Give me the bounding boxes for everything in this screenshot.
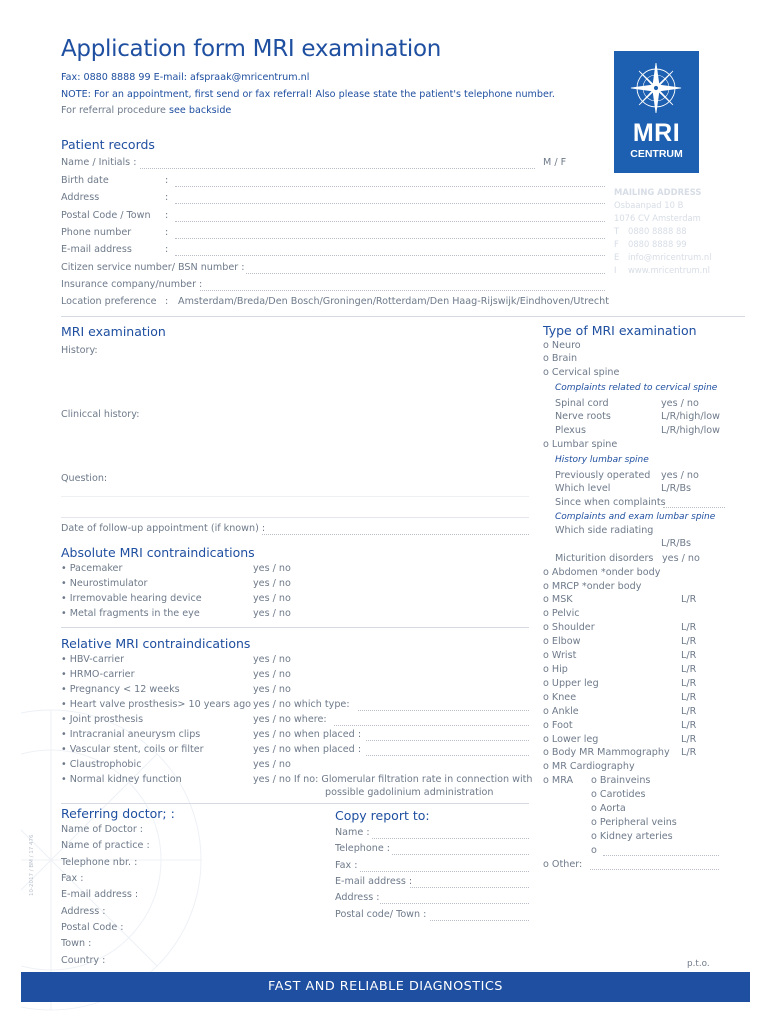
copy-name-field[interactable] bbox=[372, 838, 529, 839]
mailing-f-value: 0880 8888 99 bbox=[628, 239, 687, 249]
absolute-yes-no[interactable]: yes / no bbox=[253, 563, 291, 574]
copy-address-field[interactable] bbox=[380, 903, 529, 904]
option-mammography[interactable]: o Body MR Mammography bbox=[543, 747, 670, 758]
previously-operated-label: Previously operated bbox=[555, 470, 651, 481]
previously-operated-options[interactable]: yes / no bbox=[661, 470, 699, 481]
footer-tagline: FAST AND RELIABLE DIAGNOSTICS bbox=[268, 979, 503, 994]
option-upper-leg[interactable]: o Upper leg bbox=[543, 678, 599, 689]
option-cervical-spine[interactable]: o Cervical spine bbox=[543, 367, 620, 378]
address-field[interactable] bbox=[175, 203, 605, 204]
relative-yes-no[interactable]: yes / no which type: bbox=[253, 699, 350, 710]
mailing-email bbox=[614, 252, 712, 262]
option-mra[interactable]: o MRA bbox=[543, 775, 574, 786]
since-when-field[interactable] bbox=[663, 507, 725, 508]
relative-yes-no[interactable]: yes / no bbox=[253, 654, 291, 665]
question-label: Question: bbox=[61, 473, 108, 484]
kidney-line2: possible gadolinium administration bbox=[325, 787, 494, 798]
patient-name-label: Name / Initials : bbox=[61, 157, 137, 168]
relative-yes-no[interactable]: yes / no when placed : bbox=[253, 744, 362, 755]
mailing-street: Osbaanpad 10 B bbox=[614, 200, 684, 210]
mailing-website bbox=[614, 265, 710, 275]
patient-name-field[interactable] bbox=[140, 168, 535, 169]
relative-item-label: • Vascular stent, coils or filter bbox=[61, 744, 204, 755]
mailing-city: 1076 CV Amsterdam bbox=[614, 213, 701, 223]
which-side-options[interactable]: L/R/Bs bbox=[661, 538, 692, 549]
relative-yes-no[interactable]: yes / no where: bbox=[253, 714, 327, 725]
mailing-i-value: www.mricentrum.nl bbox=[628, 265, 710, 275]
option-lower-leg[interactable]: o Lower leg bbox=[543, 734, 599, 745]
option-wrist[interactable]: o Wrist bbox=[543, 650, 577, 661]
copy-report-heading: Copy report to: bbox=[335, 808, 430, 823]
history-label: History: bbox=[61, 345, 98, 356]
question-field-top bbox=[61, 496, 529, 497]
clips-placed-field[interactable] bbox=[366, 740, 529, 741]
form-code: 10-2017 / BM / 17 476 bbox=[29, 834, 35, 896]
which-side-label: Which side radiating bbox=[555, 525, 654, 536]
mra-option-brainveins[interactable]: o Brainveins bbox=[591, 775, 651, 786]
side-lr[interactable]: L/R bbox=[681, 720, 697, 731]
which-level-label: Which level bbox=[555, 483, 611, 494]
nerve-roots-options[interactable]: L/R/high/low bbox=[661, 411, 721, 422]
valve-type-field[interactable] bbox=[358, 710, 529, 711]
complaints-subheading: Complaints and exam lumbar spine bbox=[555, 512, 716, 522]
copy-field-label: Name : bbox=[335, 827, 370, 838]
copy-field-label: Postal code/ Town : bbox=[335, 909, 427, 920]
section-divider bbox=[61, 316, 745, 317]
insurance-field[interactable] bbox=[200, 290, 605, 291]
referring-field-label: Name of Doctor : bbox=[61, 824, 144, 835]
lumbar-subheading: History lumbar spine bbox=[555, 455, 649, 465]
colon: : bbox=[165, 192, 169, 203]
email-label: E-mail address bbox=[61, 244, 132, 255]
micturition-label: Micturition disorders bbox=[555, 553, 654, 564]
option-elbow[interactable]: o Elbow bbox=[543, 636, 581, 647]
mailing-e-value: info@mricentrum.nl bbox=[628, 252, 712, 262]
mailing-t-label: T bbox=[614, 226, 620, 236]
address-label: Address bbox=[61, 192, 100, 203]
other-field[interactable] bbox=[590, 869, 719, 870]
relative-yes-no[interactable]: yes / no bbox=[253, 759, 291, 770]
copy-fax-field[interactable] bbox=[360, 871, 529, 872]
relative-contraindications-heading: Relative MRI contraindications bbox=[61, 636, 251, 651]
logo-mri-text: MRI bbox=[632, 119, 681, 147]
referring-field-label: Postal Code : bbox=[61, 922, 124, 933]
relative-item-label: • HBV-carrier bbox=[61, 654, 125, 665]
colon: : bbox=[165, 210, 169, 221]
absolute-yes-no[interactable]: yes / no bbox=[253, 608, 291, 619]
type-mri-heading: Type of MRI examination bbox=[543, 323, 697, 338]
relative-item-label: • Intracranial aneurysm clips bbox=[61, 729, 201, 740]
side-lr[interactable]: L/R bbox=[681, 664, 697, 675]
referring-field-label: Fax : bbox=[61, 873, 84, 884]
colon: : bbox=[165, 227, 169, 238]
mra-option-kidney-arteries[interactable]: o Kidney arteries bbox=[591, 831, 673, 842]
pto-label: p.t.o. bbox=[687, 959, 710, 969]
option-hip[interactable]: o Hip bbox=[543, 664, 568, 675]
side-lr[interactable]: L/R bbox=[681, 594, 697, 605]
birth-date-field[interactable] bbox=[175, 186, 605, 187]
option-other[interactable]: o Other: bbox=[543, 859, 583, 870]
option-cardiography[interactable]: o MR Cardiography bbox=[543, 761, 635, 772]
insurance-label: Insurance company/number : bbox=[61, 279, 203, 290]
note-text: For an appointment, first send or fax referral! Also please state the patient's telephone number. bbox=[90, 89, 555, 100]
referral-line bbox=[61, 105, 231, 116]
followup-field[interactable] bbox=[262, 534, 529, 535]
referral-text: For referral procedure bbox=[61, 105, 169, 116]
mailing-i-label: I bbox=[614, 265, 617, 275]
copy-field-label: Fax : bbox=[335, 860, 358, 871]
option-ankle[interactable]: o Ankle bbox=[543, 706, 579, 717]
location-options[interactable]: Amsterdam/Breda/Den Bosch/Groningen/Rotterdam/Den Haag-Rijswijk/Eindhoven/Utrecht bbox=[178, 296, 609, 307]
footer-banner bbox=[21, 972, 750, 1002]
referring-field-label: E-mail address : bbox=[61, 889, 139, 900]
referring-field-label: Telephone nbr. : bbox=[61, 857, 138, 868]
option-brain[interactable]: o Brain bbox=[543, 353, 578, 364]
mri-centrum-logo bbox=[614, 51, 699, 173]
option-neuro[interactable]: o Neuro bbox=[543, 340, 581, 351]
bsn-field[interactable] bbox=[246, 273, 605, 274]
cervical-subheading: Complaints related to cervical spine bbox=[555, 383, 718, 393]
which-level-options[interactable]: L/R/Bs bbox=[661, 483, 692, 494]
side-lr[interactable]: L/R bbox=[681, 622, 697, 633]
page-title: Application form MRI examination bbox=[61, 36, 442, 62]
mri-examination-heading: MRI examination bbox=[61, 324, 166, 339]
absolute-item-label: • Metal fragments in the eye bbox=[61, 608, 200, 619]
clinical-history-label: Cliniccal history: bbox=[61, 409, 140, 420]
relative-item-label: • Joint prosthesis bbox=[61, 714, 144, 725]
copy-field-label: Address : bbox=[335, 892, 380, 903]
referring-field-label: Town : bbox=[61, 938, 92, 949]
postal-town-field[interactable] bbox=[175, 221, 605, 222]
followup-label: Date of follow-up appointment (if known) : bbox=[61, 523, 266, 534]
copy-postal-field[interactable] bbox=[430, 920, 529, 921]
mailing-t-value: 0880 8888 88 bbox=[628, 226, 687, 236]
mra-option-carotides[interactable]: o Carotides bbox=[591, 789, 646, 800]
relative-item-label: • HRMO-carrier bbox=[61, 669, 135, 680]
plexus-label: Plexus bbox=[555, 425, 586, 436]
mra-option-peripheral-veins[interactable]: o Peripheral veins bbox=[591, 817, 677, 828]
mailing-e-label: E bbox=[614, 252, 620, 262]
referring-field-label: Country : bbox=[61, 955, 106, 966]
since-when-label: Since when complaints bbox=[555, 497, 666, 508]
phone-label: Phone number bbox=[61, 227, 132, 238]
stent-placed-field[interactable] bbox=[366, 755, 529, 756]
referring-field-label: Name of practice : bbox=[61, 840, 150, 851]
mailing-fax bbox=[614, 239, 687, 249]
bsn-label: Citizen service number/ BSN number : bbox=[61, 262, 245, 273]
micturition-options[interactable]: yes / no bbox=[662, 553, 700, 564]
option-mrcp[interactable]: o MRCP *onder body bbox=[543, 581, 642, 592]
absolute-item-label: • Neurostimulator bbox=[61, 578, 148, 589]
option-pelvic[interactable]: o Pelvic bbox=[543, 608, 580, 619]
side-lr[interactable]: L/R bbox=[681, 747, 697, 758]
relative-item-label: • Heart valve prosthesis> 10 years ago bbox=[61, 699, 252, 710]
copy-field-label: E-mail address : bbox=[335, 876, 413, 887]
phone-field[interactable] bbox=[175, 238, 605, 239]
mra-option-other[interactable]: o bbox=[591, 845, 597, 856]
email-field[interactable] bbox=[175, 255, 605, 256]
absolute-yes-no[interactable]: yes / no bbox=[253, 578, 291, 589]
spinal-cord-options[interactable]: yes / no bbox=[661, 398, 699, 409]
logo-centrum-text: CENTRUM bbox=[630, 148, 683, 160]
location-label: Location preference bbox=[61, 296, 157, 307]
copy-telephone-field[interactable] bbox=[392, 854, 529, 855]
note-line bbox=[61, 89, 555, 100]
absolute-item-label: • Irremovable hearing device bbox=[61, 593, 202, 604]
option-msk[interactable]: o MSK bbox=[543, 594, 573, 605]
relative-yes-no[interactable]: yes / no If no: Glomerular filtration rate in connection with bbox=[253, 774, 533, 785]
mailing-telephone bbox=[614, 226, 687, 236]
colon: : bbox=[165, 244, 169, 255]
relative-yes-no[interactable]: yes / no when placed : bbox=[253, 729, 362, 740]
option-lumbar-spine[interactable]: o Lumbar spine bbox=[543, 439, 618, 450]
birth-date-label: Birth date bbox=[61, 175, 109, 186]
absolute-yes-no[interactable]: yes / no bbox=[253, 593, 291, 604]
relative-yes-no[interactable]: yes / no bbox=[253, 684, 291, 695]
absolute-contraindications-heading: Absolute MRI contraindications bbox=[61, 545, 255, 560]
mra-other-field[interactable] bbox=[603, 855, 719, 856]
colon: : bbox=[165, 175, 169, 186]
note-label: NOTE: bbox=[61, 89, 91, 100]
patient-records-heading: Patient records bbox=[61, 137, 155, 152]
relative-item-label: • Claustrophobic bbox=[61, 759, 142, 770]
side-lr[interactable]: L/R bbox=[681, 706, 697, 717]
copy-field-label: Telephone : bbox=[335, 843, 391, 854]
relative-item-label: • Normal kidney function bbox=[61, 774, 182, 785]
absolute-item-label: • Pacemaker bbox=[61, 563, 123, 574]
side-lr[interactable]: L/R bbox=[681, 734, 697, 745]
referring-doctor-heading: Referring doctor; : bbox=[61, 806, 175, 821]
mra-option-aorta[interactable]: o Aorta bbox=[591, 803, 626, 814]
copy-email-field[interactable] bbox=[410, 887, 529, 888]
side-lr[interactable]: L/R bbox=[681, 692, 697, 703]
option-knee[interactable]: o Knee bbox=[543, 692, 577, 703]
plexus-options[interactable]: L/R/high/low bbox=[661, 425, 721, 436]
spinal-cord-label: Spinal cord bbox=[555, 398, 609, 409]
relative-item-label: • Pregnancy < 12 weeks bbox=[61, 684, 180, 695]
question-field-bottom[interactable] bbox=[61, 517, 529, 518]
option-foot[interactable]: o Foot bbox=[543, 720, 573, 731]
section-divider bbox=[61, 627, 529, 628]
see-backside-link[interactable]: see backside bbox=[169, 105, 232, 116]
mailing-heading: MAILING ADDRESS bbox=[614, 187, 702, 197]
relative-yes-no[interactable]: yes / no bbox=[253, 669, 291, 680]
side-lr[interactable]: L/R bbox=[681, 650, 697, 661]
option-shoulder[interactable]: o Shoulder bbox=[543, 622, 595, 633]
section-divider bbox=[61, 803, 529, 804]
postal-town-label: Postal Code / Town bbox=[61, 210, 151, 221]
option-abdomen[interactable]: o Abdomen *onder body bbox=[543, 567, 661, 578]
colon: : bbox=[165, 296, 169, 307]
side-lr[interactable]: L/R bbox=[681, 678, 697, 689]
nerve-roots-label: Nerve roots bbox=[555, 411, 611, 422]
sex-option[interactable]: M / F bbox=[543, 157, 567, 168]
mailing-f-label: F bbox=[614, 239, 619, 249]
referring-field-label: Address : bbox=[61, 906, 106, 917]
side-lr[interactable]: L/R bbox=[681, 636, 697, 647]
prosthesis-where-field[interactable] bbox=[334, 725, 529, 726]
fax-email-line: Fax: 0880 8888 99 E-mail: afspraak@mricentrum.nl bbox=[61, 72, 310, 83]
